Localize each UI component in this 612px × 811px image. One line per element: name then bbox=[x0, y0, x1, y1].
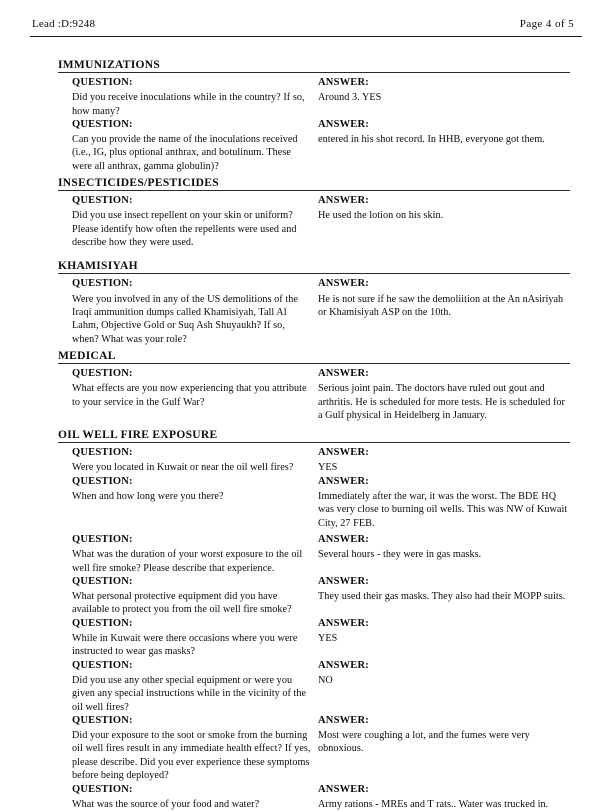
qa-row bbox=[72, 490, 570, 530]
answer-text: NO bbox=[318, 674, 333, 686]
qa-row bbox=[72, 632, 570, 659]
qa-row bbox=[72, 194, 570, 208]
question-label: QUESTION: bbox=[72, 447, 133, 459]
lead-id: Lead :D:9248 bbox=[32, 18, 96, 30]
answer-text: YES bbox=[318, 462, 338, 474]
answer-label: ANSWER: bbox=[318, 575, 369, 587]
qa-row bbox=[72, 91, 570, 118]
question-text: Did your exposure to the soot or smoke from the burning oil well fires result in any immediate health effect? If yes, please describe. Did you ever experience these symptoms before being deployed? bbox=[72, 730, 311, 782]
section-insecticides-pesticides bbox=[58, 177, 570, 256]
question-text: Did you receive inoculations while in the country? If so, how many? bbox=[72, 92, 305, 117]
question-text: What was the source of your food and water? bbox=[72, 798, 260, 810]
question-label: QUESTION: bbox=[72, 278, 133, 290]
qa-row bbox=[72, 729, 570, 782]
qa-row bbox=[72, 548, 570, 575]
section-divider bbox=[58, 273, 570, 274]
answer-label: ANSWER: bbox=[318, 447, 369, 459]
qa-row bbox=[72, 133, 570, 173]
qa-row bbox=[72, 783, 570, 797]
qa-row bbox=[72, 76, 570, 90]
answer-text: They used their gas masks. They also had their MOPP suits. bbox=[318, 591, 566, 603]
question-label: QUESTION: bbox=[72, 368, 133, 379]
question-text: Were you located in Kuwait or near the oil well fires? bbox=[72, 462, 294, 474]
section-divider bbox=[58, 363, 570, 364]
answer-text: Serious joint pain. The doctors have ruled out gout and arthritis. He is scheduled for more tests. He is scheduled for a Gulf physical in Heidelberg in January. bbox=[318, 383, 565, 421]
question-label: QUESTION: bbox=[72, 659, 133, 671]
header-divider bbox=[30, 36, 582, 37]
answer-label: ANSWER: bbox=[318, 659, 369, 671]
question-label: QUESTION: bbox=[72, 475, 133, 487]
qa-row bbox=[72, 714, 570, 728]
qa-row bbox=[72, 446, 570, 460]
answer-text: Several hours - they were in gas masks. bbox=[318, 549, 482, 561]
question-label: QUESTION: bbox=[72, 575, 133, 587]
qa-row bbox=[72, 533, 570, 547]
question-text: While in Kuwait were there occasions where you were instructed to wear gas masks? bbox=[72, 632, 298, 658]
question-text: What effects are you now experiencing that you attribute to your service in the Gulf War? bbox=[72, 383, 307, 408]
section-title: IMMUNIZATIONS bbox=[58, 59, 161, 71]
section-khamisiyah bbox=[58, 260, 570, 346]
qa-row bbox=[72, 617, 570, 631]
answer-text: Immediately after the war, it was the worst. The BDE HQ was very close to burning oil wells. This was NW of Kuwait City, 27 FEB. bbox=[318, 490, 568, 529]
question-text: Were you involved in any of the US demolitions of the Iraqi ammunition dumps called Khamisiyah, Tall Al Lahm, Objective Gold or Suq Ash Shuyaukh? If so, when? What was your role? bbox=[72, 293, 298, 345]
qa-row bbox=[72, 575, 570, 589]
qa-row bbox=[72, 590, 570, 617]
question-text: Can you provide the name of the inoculations received (i.e., IG, plus optional anthrax, and botulinum. These were all anthrax, gamma globulin)? bbox=[72, 134, 298, 172]
qa-row bbox=[72, 659, 570, 673]
question-text: Did you use insect repellent on your skin or uniform? Please identify how often the repellents were used and describe how they were used. bbox=[72, 210, 297, 249]
page-header bbox=[30, 18, 582, 30]
section-oil-well-fire-exposure bbox=[58, 429, 570, 811]
section-immunizations bbox=[58, 59, 570, 173]
answer-label: ANSWER: bbox=[318, 368, 369, 379]
section-title: KHAMISIYAH bbox=[58, 260, 138, 273]
answer-text: Most were coughing a lot, and the fumes were very obnoxious. bbox=[318, 730, 530, 755]
question-text: When and how long were you there? bbox=[72, 490, 224, 502]
question-label: QUESTION: bbox=[72, 195, 133, 207]
section-title: INSECTICIDES/PESTICIDES bbox=[58, 177, 219, 190]
qa-row bbox=[72, 674, 570, 714]
section-divider bbox=[58, 442, 570, 443]
question-label: QUESTION: bbox=[72, 534, 133, 546]
qa-row bbox=[72, 209, 570, 249]
answer-label: ANSWER: bbox=[318, 534, 369, 546]
answer-label: ANSWER: bbox=[318, 195, 369, 207]
question-label: QUESTION: bbox=[72, 118, 133, 130]
question-text: What personal protective equipment did you have available to protect you from the oil well fire smoke? bbox=[72, 591, 292, 616]
answer-text: He is not sure if he saw the demoliition at the An nAsiriyah or Khamisiyah ASP on the 10th. bbox=[318, 293, 564, 318]
answer-label: ANSWER: bbox=[318, 475, 369, 487]
qa-row bbox=[72, 293, 570, 346]
answer-label: ANSWER: bbox=[318, 714, 369, 726]
answer-text: He used the lotion on his skin. bbox=[318, 210, 444, 222]
answer-label: ANSWER: bbox=[318, 617, 369, 629]
answer-text: Around 3. YES bbox=[318, 92, 382, 104]
qa-row bbox=[72, 475, 570, 489]
question-label: QUESTION: bbox=[72, 77, 133, 88]
answer-label: ANSWER: bbox=[318, 278, 369, 290]
section-title: MEDICAL bbox=[58, 350, 116, 362]
qa-row bbox=[72, 118, 570, 132]
section-divider bbox=[58, 190, 570, 191]
qa-row bbox=[72, 798, 570, 811]
section-divider bbox=[58, 72, 570, 73]
qa-row bbox=[72, 277, 570, 291]
question-label: QUESTION: bbox=[72, 714, 133, 726]
answer-label: ANSWER: bbox=[318, 783, 369, 795]
question-text: What was the duration of your worst exposure to the oil well fire smoke? Please describe that experience. bbox=[72, 549, 303, 574]
qa-row bbox=[72, 461, 570, 474]
document-body bbox=[30, 59, 582, 811]
answer-text: Army rations - MREs and T rats.. Water was trucked in. bbox=[318, 798, 549, 810]
answer-text: entered in his shot record. In HHB, everyone got them. bbox=[318, 134, 545, 146]
question-label: QUESTION: bbox=[72, 617, 133, 629]
section-title: OIL WELL FIRE EXPOSURE bbox=[58, 429, 218, 442]
answer-text: YES bbox=[318, 632, 338, 644]
question-text: Did you use any other special equipment or were you given any special instructions while in the vicinity of the oil well fires? bbox=[72, 674, 307, 713]
qa-row bbox=[72, 382, 570, 422]
section-medical bbox=[58, 350, 570, 425]
answer-label: ANSWER: bbox=[318, 118, 369, 130]
answer-label: ANSWER: bbox=[318, 77, 369, 88]
question-label: QUESTION: bbox=[72, 783, 133, 795]
qa-row bbox=[72, 367, 570, 381]
page-number: Page 4 of 5 bbox=[519, 18, 574, 30]
